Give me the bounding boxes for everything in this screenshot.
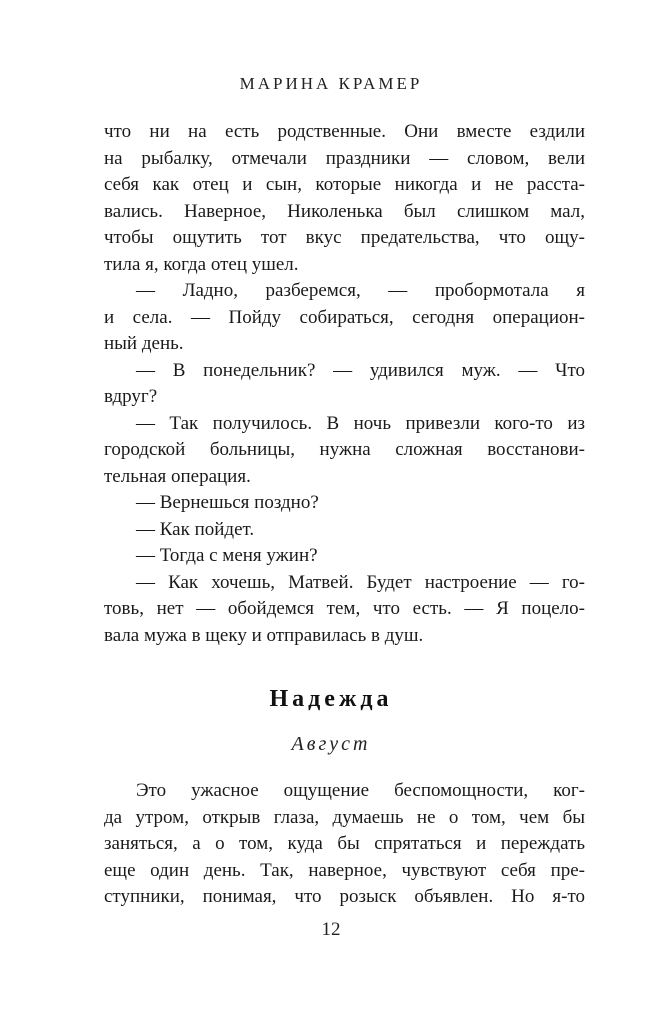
text-line: Это ужасное ощущение беспомощности, ког-: [136, 780, 585, 801]
text-block-narrative: [104, 778, 585, 911]
text-line: — В понедельник? — удивился муж. — Что: [136, 359, 585, 381]
text-line: что ни на есть родственные. Они вместе ездили: [104, 121, 585, 142]
text-line: себя как отец и сын, которые никогда и не расста-: [104, 174, 585, 195]
text-line: да утром, открыв глаза, думаешь не о том, чем бы: [104, 806, 585, 828]
text-line: — Ладно, разберемся, — пробормотала я: [136, 280, 585, 301]
page-number: 12: [321, 919, 341, 940]
running-head: МАРИНА КРАМЕР: [239, 74, 423, 93]
section-subtitle: Август: [291, 733, 371, 755]
text-line: — Так получилось. В ночь привезли кого-то из: [136, 412, 585, 434]
text-line: городской больницы, нужна сложная восстанови-: [104, 439, 585, 460]
text-line: — Тогда с меня ужин?: [136, 545, 318, 566]
text-line: и села. — Пойду собираться, сегодня операцион-: [104, 306, 585, 328]
text-line: — Вернешься поздно?: [136, 492, 319, 513]
text-line: на рыбалку, отмечали праздники — словом, вели: [104, 147, 585, 169]
text-line: еще один день. Так, наверное, чувствуют себя пре-: [104, 859, 585, 881]
text-line: — Как хочешь, Матвей. Будет настроение — го-: [136, 571, 585, 593]
section-title: Надежда: [269, 686, 393, 712]
text-line: ный день.: [104, 333, 184, 354]
text-line: ступники, понимая, что розыск объявлен. Но я-то: [104, 886, 585, 907]
text-line: тельная операция.: [104, 465, 251, 487]
text-line: вала мужа в щеку и отправилась в душ.: [104, 624, 424, 646]
text-line: чтобы ощутить тот вкус предательства, что ощу-: [104, 227, 585, 248]
text-line: заняться, а о том, куда бы спрятаться и переждать: [104, 833, 585, 854]
text-line: вались. Наверное, Николенька был слишком мал,: [104, 200, 585, 222]
text-block-dialogue: [104, 119, 585, 649]
text-line: тила я, когда отец ушел.: [104, 253, 299, 275]
text-line: — Как пойдет.: [136, 518, 255, 540]
text-line: вдруг?: [104, 386, 158, 407]
text-line: товь, нет — обойдемся тем, что есть. — Я поцело-: [104, 598, 585, 619]
